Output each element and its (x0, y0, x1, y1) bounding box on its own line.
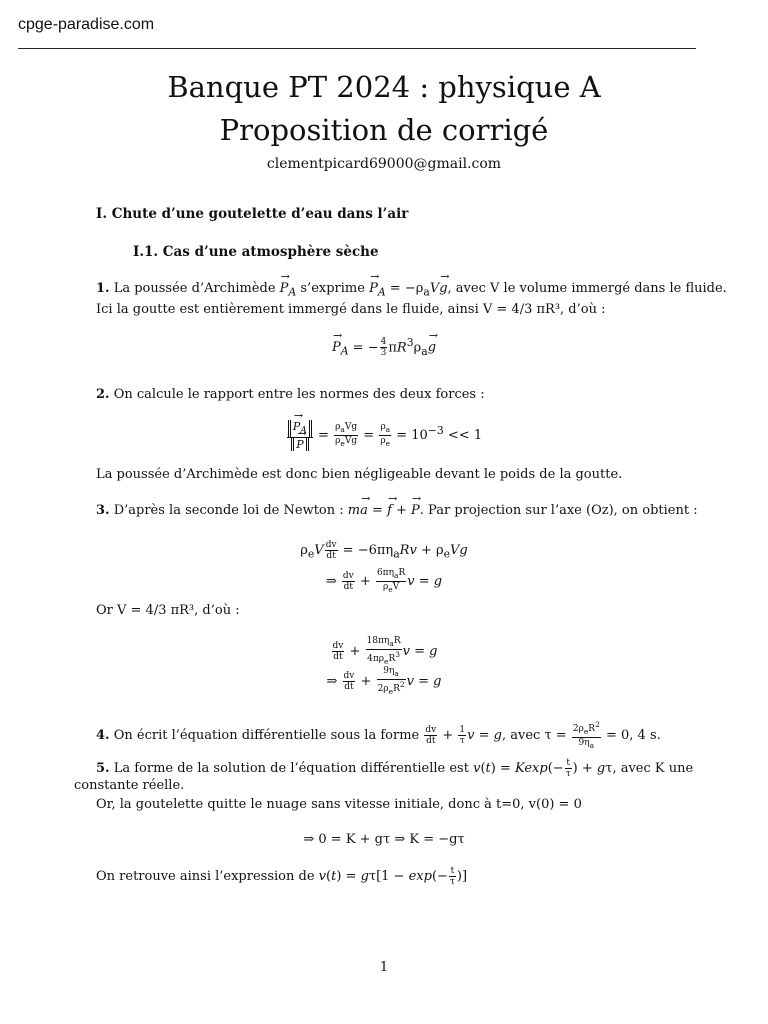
q2-line1 (96, 387, 485, 402)
page-number: 1 (379, 960, 389, 975)
q5-line2: constante réelle. (74, 778, 185, 793)
subsection-heading: I.1. Cas d’une atmosphère sèche (133, 244, 379, 260)
document-subtitle: Proposition de corrigé (219, 113, 549, 147)
q1-line2: Ici la goutte est entièrement immergé dans le fluide, ainsi V = 4/3 πR³, d’où : (96, 302, 606, 317)
q5-number: 5. (96, 761, 110, 776)
q3-equation-2: ⇒ $\frac{dv}{dt}$ + $\frac{6\pi\eta_aR}{\rho_eV}$ v = g (325, 568, 443, 594)
q5-text-a: La forme de la solution de l’équation différentielle est (113, 761, 469, 776)
q2-equation: → $P_A$ → P = $\frac{\rho_aVg}{\rho_eVg}$ = $\frac{\rho_a}{\rho_e}$ = $10^{-3} << 1$ (0, 420, 768, 451)
q3-text-a: D’après la seconde loi de Newton : (113, 503, 344, 518)
q1-equation: → $P_A$ = − $\frac{4}{3}$ $\pi R^3\rho_a\to g$ (0, 336, 768, 358)
q2-conclusion: La poussée d’Archimède est donc bien négligeable devant le poids de la goutte. (96, 467, 623, 482)
q3-or-line: Or V = 4/3 πR³, d’où : (96, 603, 240, 618)
q3-equation-3: $\frac{dv}{dt}$ + $\frac{18\pi\eta_aR}{4\pi\rho_eR^3}$ v = g (332, 636, 438, 666)
q4-number: 4. (96, 727, 110, 743)
q1-text-c: , avec V le volume immergé dans le fluide. (447, 281, 727, 296)
q4-text-b: , avec (501, 727, 541, 743)
site-watermark: cpge-paradise.com (18, 16, 155, 33)
header-rule (18, 48, 696, 49)
q3-number: 3. (96, 503, 110, 518)
q3-line1: 3. D’après la seconde loi de Newton : m→ a = → f + → P. Par projection sur l’axe (Oz), on obtient : (96, 503, 698, 518)
q1-vector-pa: → $P_A$ (280, 281, 297, 299)
q5-final: On retrouve ainsi l’expression de v(t) = gτ[1 − exp(− $\frac{t}{\tau}$ )] (96, 866, 468, 887)
q1-number: 1. (96, 281, 110, 296)
q5-equation: ⇒ 0 = K + gτ ⇒ K = −gτ (303, 832, 465, 847)
q1-line1 (96, 281, 727, 299)
section-heading: I. Chute d’une goutelette d’eau dans l’air (96, 206, 409, 222)
q1-text-a: La poussée d’Archimède (113, 281, 276, 296)
q4-text-c: = 0, 4 s. (606, 727, 661, 743)
q3-equation-4: ⇒ $\frac{dv}{dt}$ + $\frac{9\eta_a}{2\rho_eR^2}$ v = g (326, 666, 442, 696)
q3-equation-1: $\rho_eV$ $\frac{dv}{dt}$ = $-6\pi\eta_aRv + \rho_eVg$ (300, 540, 468, 561)
q4-text-a: On écrit l’équation différentielle sous la forme (113, 727, 420, 743)
q5-line3: Or, la goutelette quitte le nuage sans vitesse initiale, donc à t=0, v(0) = 0 (96, 797, 582, 812)
document-title: Banque PT 2024 : physique A (167, 70, 601, 104)
author-email: clementpicard69000@gmail.com (266, 156, 502, 172)
q5-line1: 5. La forme de la solution de l’équation différentielle est v(t) = Kexp(− $\frac{t}{\tau}$ ) + gτ, avec K une (96, 758, 694, 779)
q2-number: 2. (96, 387, 110, 402)
q1-text-b: s’exprime (300, 281, 365, 296)
q5-final-text: On retrouve ainsi l’expression de (96, 869, 315, 884)
q1-formula: → $P_A = -\rho_aV\to g$ (369, 281, 447, 296)
q4-line: 4. On écrit l’équation différentielle sous la forme $\frac{dv}{dt}$ + $\frac{1}{\tau}$ v = g, avec τ = $\frac{2\rho_eR^2}{9\eta_a}$ = 0, 4 s. (96, 720, 661, 750)
q3-text-b: . Par projection sur l’axe (Oz), on obtient : (419, 503, 698, 518)
q5-text-b: , avec K une (612, 761, 694, 776)
q2-text: On calcule le rapport entre les normes des deux forces : (113, 387, 485, 402)
